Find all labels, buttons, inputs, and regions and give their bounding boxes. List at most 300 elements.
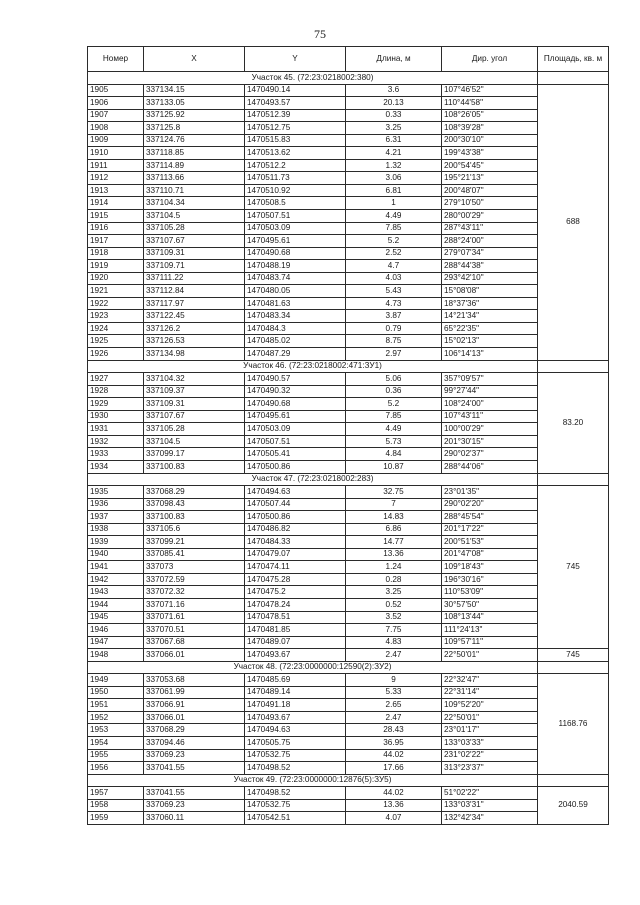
x-coordinate: 337053.68 (144, 674, 245, 687)
table-row (88, 84, 609, 97)
direction-angle: 22°32'47" (442, 674, 538, 687)
length: 3.87 (346, 310, 442, 323)
y-coordinate: 1470485.02 (245, 335, 346, 348)
point-number: 1947 (88, 636, 144, 649)
x-coordinate: 337114.89 (144, 159, 245, 172)
point-number: 1954 (88, 736, 144, 749)
direction-angle: 51°02'22" (442, 787, 538, 800)
y-coordinate: 1470512.2 (245, 159, 346, 172)
x-coordinate: 337066.01 (144, 711, 245, 724)
length: 0.52 (346, 598, 442, 611)
y-coordinate: 1470500.86 (245, 460, 346, 473)
x-coordinate: 337100.83 (144, 511, 245, 524)
table-row (88, 799, 609, 812)
direction-angle: 15°08'08" (442, 285, 538, 298)
direction-angle: 201°17'22" (442, 523, 538, 536)
point-number: 1956 (88, 762, 144, 775)
header-x: X (144, 47, 245, 72)
y-coordinate: 1470493.67 (245, 711, 346, 724)
point-number: 1951 (88, 699, 144, 712)
y-coordinate: 1470490.68 (245, 247, 346, 260)
table-row (88, 598, 609, 611)
y-coordinate: 1470495.61 (245, 410, 346, 423)
table-row (88, 297, 609, 310)
point-number: 1918 (88, 247, 144, 260)
table-row (88, 373, 609, 386)
table-row (88, 310, 609, 323)
y-coordinate: 1470484.33 (245, 536, 346, 549)
area-cell (538, 72, 609, 85)
table-row (88, 536, 609, 549)
point-number: 1940 (88, 548, 144, 561)
x-coordinate: 337105.6 (144, 523, 245, 536)
point-number: 1912 (88, 172, 144, 185)
table-row (88, 736, 609, 749)
direction-angle: 15°02'13" (442, 335, 538, 348)
y-coordinate: 1470494.63 (245, 724, 346, 737)
y-coordinate: 1470481.85 (245, 624, 346, 637)
y-coordinate: 1470490.14 (245, 84, 346, 97)
length: 28.43 (346, 724, 442, 737)
table-row (88, 385, 609, 398)
table-row (88, 523, 609, 536)
point-number: 1942 (88, 573, 144, 586)
x-coordinate: 337124.76 (144, 134, 245, 147)
direction-angle: 133°03'33" (442, 736, 538, 749)
point-number: 1917 (88, 235, 144, 248)
direction-angle: 108°13'44" (442, 611, 538, 624)
point-number: 1920 (88, 272, 144, 285)
direction-angle: 23°01'17" (442, 724, 538, 737)
x-coordinate: 337113.66 (144, 172, 245, 185)
length: 13.36 (346, 799, 442, 812)
length: 13.36 (346, 548, 442, 561)
length: 36.95 (346, 736, 442, 749)
point-number: 1952 (88, 711, 144, 724)
length: 4.03 (346, 272, 442, 285)
x-coordinate: 337041.55 (144, 787, 245, 800)
table-row (88, 159, 609, 172)
x-coordinate: 337098.43 (144, 498, 245, 511)
length: 32.75 (346, 486, 442, 499)
length: 4.49 (346, 210, 442, 223)
y-coordinate: 1470532.75 (245, 799, 346, 812)
length: 3.06 (346, 172, 442, 185)
section-row (88, 473, 609, 486)
x-coordinate: 337125.92 (144, 109, 245, 122)
length: 5.06 (346, 373, 442, 386)
direction-angle: 100°00'29" (442, 423, 538, 436)
area-cell (538, 661, 609, 674)
y-coordinate: 1470480.05 (245, 285, 346, 298)
section-title: Участок 45. (72:23:0218002:380) (88, 72, 538, 85)
y-coordinate: 1470505.41 (245, 448, 346, 461)
point-number: 1932 (88, 435, 144, 448)
table-row (88, 448, 609, 461)
x-coordinate: 337085.41 (144, 548, 245, 561)
direction-angle: 290°02'20" (442, 498, 538, 511)
length: 44.02 (346, 787, 442, 800)
point-number: 1941 (88, 561, 144, 574)
y-coordinate: 1470483.74 (245, 272, 346, 285)
header-angle: Дир. угол (442, 47, 538, 72)
length: 3.52 (346, 611, 442, 624)
x-coordinate: 337071.61 (144, 611, 245, 624)
y-coordinate: 1470532.75 (245, 749, 346, 762)
point-number: 1916 (88, 222, 144, 235)
length: 8.75 (346, 335, 442, 348)
section-title: Участок 49. (72:23:0000000:12876(5):ЗУ5) (88, 774, 538, 787)
length: 7 (346, 498, 442, 511)
length: 1.32 (346, 159, 442, 172)
direction-angle: 201°47'08" (442, 548, 538, 561)
table-row (88, 699, 609, 712)
area-cell (538, 473, 609, 486)
direction-angle: 108°26'05" (442, 109, 538, 122)
x-coordinate: 337060.11 (144, 812, 245, 825)
y-coordinate: 1470486.82 (245, 523, 346, 536)
table-row (88, 649, 609, 662)
table-row (88, 235, 609, 248)
y-coordinate: 1470512.39 (245, 109, 346, 122)
direction-angle: 199°43'38" (442, 147, 538, 160)
point-number: 1926 (88, 348, 144, 361)
header-number: Номер (88, 47, 144, 72)
y-coordinate: 1470507.51 (245, 435, 346, 448)
point-number: 1945 (88, 611, 144, 624)
table-row (88, 624, 609, 637)
length: 0.28 (346, 573, 442, 586)
direction-angle: 313°23'37" (442, 762, 538, 775)
length: 7.85 (346, 410, 442, 423)
y-coordinate: 1470488.19 (245, 260, 346, 273)
x-coordinate: 337110.71 (144, 184, 245, 197)
y-coordinate: 1470485.69 (245, 674, 346, 687)
length: 0.36 (346, 385, 442, 398)
table-row (88, 97, 609, 110)
direction-angle: 357°09'57" (442, 373, 538, 386)
x-coordinate: 337107.67 (144, 410, 245, 423)
direction-angle: 106°14'13" (442, 348, 538, 361)
page-number: 75 (314, 27, 326, 41)
y-coordinate: 1470498.52 (245, 787, 346, 800)
x-coordinate: 337070.51 (144, 624, 245, 637)
x-coordinate: 337066.91 (144, 699, 245, 712)
point-number: 1931 (88, 423, 144, 436)
section-row (88, 661, 609, 674)
direction-angle: 107°46'52" (442, 84, 538, 97)
y-coordinate: 1470515.83 (245, 134, 346, 147)
length: 4.7 (346, 260, 442, 273)
direction-angle: 65°22'35" (442, 322, 538, 335)
area-value: 745 (538, 486, 609, 649)
direction-angle: 201°30'15" (442, 435, 538, 448)
point-number: 1949 (88, 674, 144, 687)
x-coordinate: 337125.8 (144, 122, 245, 135)
x-coordinate: 337072.32 (144, 586, 245, 599)
y-coordinate: 1470503.09 (245, 222, 346, 235)
point-number: 1915 (88, 210, 144, 223)
length: 1.24 (346, 561, 442, 574)
x-coordinate: 337072.59 (144, 573, 245, 586)
table-row (88, 460, 609, 473)
direction-angle: 200°30'10" (442, 134, 538, 147)
length: 5.2 (346, 235, 442, 248)
y-coordinate: 1470489.14 (245, 686, 346, 699)
length: 7.85 (346, 222, 442, 235)
length: 2.52 (346, 247, 442, 260)
length: 6.81 (346, 184, 442, 197)
direction-angle: 279°10'50" (442, 197, 538, 210)
direction-angle: 293°42'10" (442, 272, 538, 285)
point-number: 1924 (88, 322, 144, 335)
direction-angle: 200°54'45" (442, 159, 538, 172)
direction-angle: 288°45'54" (442, 511, 538, 524)
point-number: 1909 (88, 134, 144, 147)
x-coordinate: 337109.31 (144, 398, 245, 411)
header-area: Площадь, кв. м (538, 47, 609, 72)
y-coordinate: 1470493.67 (245, 649, 346, 662)
table-row (88, 184, 609, 197)
direction-angle: 14°21'34" (442, 310, 538, 323)
direction-angle: 195°21'13" (442, 172, 538, 185)
point-number: 1958 (88, 799, 144, 812)
x-coordinate: 337069.23 (144, 799, 245, 812)
length: 7.75 (346, 624, 442, 637)
y-coordinate: 1470508.5 (245, 197, 346, 210)
table-row (88, 636, 609, 649)
table-row (88, 511, 609, 524)
table-row (88, 674, 609, 687)
point-number: 1919 (88, 260, 144, 273)
y-coordinate: 1470513.62 (245, 147, 346, 160)
x-coordinate: 337105.28 (144, 222, 245, 235)
x-coordinate: 337117.97 (144, 297, 245, 310)
table-row (88, 134, 609, 147)
x-coordinate: 337109.31 (144, 247, 245, 260)
section-row (88, 360, 609, 373)
point-number: 1935 (88, 486, 144, 499)
point-number: 1937 (88, 511, 144, 524)
y-coordinate: 1470483.34 (245, 310, 346, 323)
x-coordinate: 337134.98 (144, 348, 245, 361)
point-number: 1929 (88, 398, 144, 411)
direction-angle: 22°50'01" (442, 711, 538, 724)
length: 10.87 (346, 460, 442, 473)
point-number: 1914 (88, 197, 144, 210)
y-coordinate: 1470493.57 (245, 97, 346, 110)
length: 14.77 (346, 536, 442, 549)
point-number: 1959 (88, 812, 144, 825)
area-value: 745 (538, 649, 609, 662)
x-coordinate: 337105.28 (144, 423, 245, 436)
x-coordinate: 337109.37 (144, 385, 245, 398)
y-coordinate: 1470478.51 (245, 611, 346, 624)
area-cell (538, 774, 609, 787)
length: 2.65 (346, 699, 442, 712)
point-number: 1955 (88, 749, 144, 762)
y-coordinate: 1470512.75 (245, 122, 346, 135)
direction-angle: 279°07'34" (442, 247, 538, 260)
x-coordinate: 337061.99 (144, 686, 245, 699)
area-value: 1168.76 (538, 674, 609, 774)
x-coordinate: 337100.83 (144, 460, 245, 473)
y-coordinate: 1470494.63 (245, 486, 346, 499)
header-length: Длина, м (346, 47, 442, 72)
y-coordinate: 1470491.18 (245, 699, 346, 712)
y-coordinate: 1470475.28 (245, 573, 346, 586)
length: 3.25 (346, 586, 442, 599)
direction-angle: 280°00'29" (442, 210, 538, 223)
y-coordinate: 1470510.92 (245, 184, 346, 197)
x-coordinate: 337109.71 (144, 260, 245, 273)
y-coordinate: 1470490.57 (245, 373, 346, 386)
length: 4.73 (346, 297, 442, 310)
y-coordinate: 1470478.24 (245, 598, 346, 611)
length: 3.6 (346, 84, 442, 97)
x-coordinate: 337104.32 (144, 373, 245, 386)
y-coordinate: 1470489.07 (245, 636, 346, 649)
direction-angle: 133°03'31" (442, 799, 538, 812)
x-coordinate: 337068.29 (144, 486, 245, 499)
y-coordinate: 1470479.07 (245, 548, 346, 561)
direction-angle: 110°44'58" (442, 97, 538, 110)
length: 5.2 (346, 398, 442, 411)
y-coordinate: 1470487.29 (245, 348, 346, 361)
direction-angle: 109°57'11" (442, 636, 538, 649)
x-coordinate: 337104.34 (144, 197, 245, 210)
direction-angle: 231°02'22" (442, 749, 538, 762)
length: 2.47 (346, 711, 442, 724)
point-number: 1934 (88, 460, 144, 473)
point-number: 1957 (88, 787, 144, 800)
x-coordinate: 337041.55 (144, 762, 245, 775)
y-coordinate: 1470490.32 (245, 385, 346, 398)
x-coordinate: 337111.22 (144, 272, 245, 285)
point-number: 1943 (88, 586, 144, 599)
point-number: 1925 (88, 335, 144, 348)
header-row (88, 47, 609, 72)
y-coordinate: 1470500.86 (245, 511, 346, 524)
y-coordinate: 1470505.75 (245, 736, 346, 749)
coordinates-table (87, 46, 609, 825)
table-row (88, 410, 609, 423)
table-row (88, 586, 609, 599)
y-coordinate: 1470481.63 (245, 297, 346, 310)
x-coordinate: 337066.01 (144, 649, 245, 662)
x-coordinate: 337107.67 (144, 235, 245, 248)
table-row (88, 435, 609, 448)
table-row (88, 247, 609, 260)
length: 9 (346, 674, 442, 687)
y-coordinate: 1470542.51 (245, 812, 346, 825)
point-number: 1911 (88, 159, 144, 172)
table-row (88, 147, 609, 160)
length: 17.66 (346, 762, 442, 775)
y-coordinate: 1470507.44 (245, 498, 346, 511)
x-coordinate: 337099.21 (144, 536, 245, 549)
x-coordinate: 337071.16 (144, 598, 245, 611)
direction-angle: 22°31'14" (442, 686, 538, 699)
length: 44.02 (346, 749, 442, 762)
table-row (88, 724, 609, 737)
table-row (88, 561, 609, 574)
section-title: Участок 48. (72:23:0000000:12590(2):ЗУ2) (88, 661, 538, 674)
table-row (88, 109, 609, 122)
table-row (88, 573, 609, 586)
point-number: 1905 (88, 84, 144, 97)
point-number: 1913 (88, 184, 144, 197)
length: 5.33 (346, 686, 442, 699)
table-row (88, 122, 609, 135)
y-coordinate: 1470495.61 (245, 235, 346, 248)
section-title: Участок 47. (72:23:0218002:283) (88, 473, 538, 486)
point-number: 1927 (88, 373, 144, 386)
x-coordinate: 337099.17 (144, 448, 245, 461)
table-row (88, 749, 609, 762)
x-coordinate: 337094.46 (144, 736, 245, 749)
direction-angle: 111°24'13" (442, 624, 538, 637)
direction-angle: 99°27'44" (442, 385, 538, 398)
direction-angle: 109°52'20" (442, 699, 538, 712)
point-number: 1906 (88, 97, 144, 110)
point-number: 1938 (88, 523, 144, 536)
section-row (88, 72, 609, 85)
table-row (88, 260, 609, 273)
direction-angle: 107°43'11" (442, 410, 538, 423)
direction-angle: 108°24'00" (442, 398, 538, 411)
table-row (88, 335, 609, 348)
length: 1 (346, 197, 442, 210)
length: 0.79 (346, 322, 442, 335)
direction-angle: 108°39'28" (442, 122, 538, 135)
table-row (88, 222, 609, 235)
table-row (88, 272, 609, 285)
table-row (88, 762, 609, 775)
area-value: 83.20 (538, 373, 609, 473)
table-body (88, 72, 609, 825)
point-number: 1908 (88, 122, 144, 135)
direction-angle: 18°37'36" (442, 297, 538, 310)
length: 5.43 (346, 285, 442, 298)
direction-angle: 200°51'53" (442, 536, 538, 549)
table-row (88, 812, 609, 825)
length: 2.47 (346, 649, 442, 662)
direction-angle: 196°30'16" (442, 573, 538, 586)
table-row (88, 210, 609, 223)
x-coordinate: 337104.5 (144, 210, 245, 223)
direction-angle: 288°44'38" (442, 260, 538, 273)
x-coordinate: 337073 (144, 561, 245, 574)
length: 4.07 (346, 812, 442, 825)
direction-angle: 200°48'07" (442, 184, 538, 197)
length: 20.13 (346, 97, 442, 110)
x-coordinate: 337112.84 (144, 285, 245, 298)
area-value: 2040.59 (538, 787, 609, 825)
point-number: 1907 (88, 109, 144, 122)
table-row (88, 711, 609, 724)
table-row (88, 548, 609, 561)
table-row (88, 285, 609, 298)
table-row (88, 787, 609, 800)
length: 4.49 (346, 423, 442, 436)
point-number: 1921 (88, 285, 144, 298)
direction-angle: 287°43'11" (442, 222, 538, 235)
point-number: 1910 (88, 147, 144, 160)
x-coordinate: 337122.45 (144, 310, 245, 323)
point-number: 1922 (88, 297, 144, 310)
y-coordinate: 1470474.11 (245, 561, 346, 574)
